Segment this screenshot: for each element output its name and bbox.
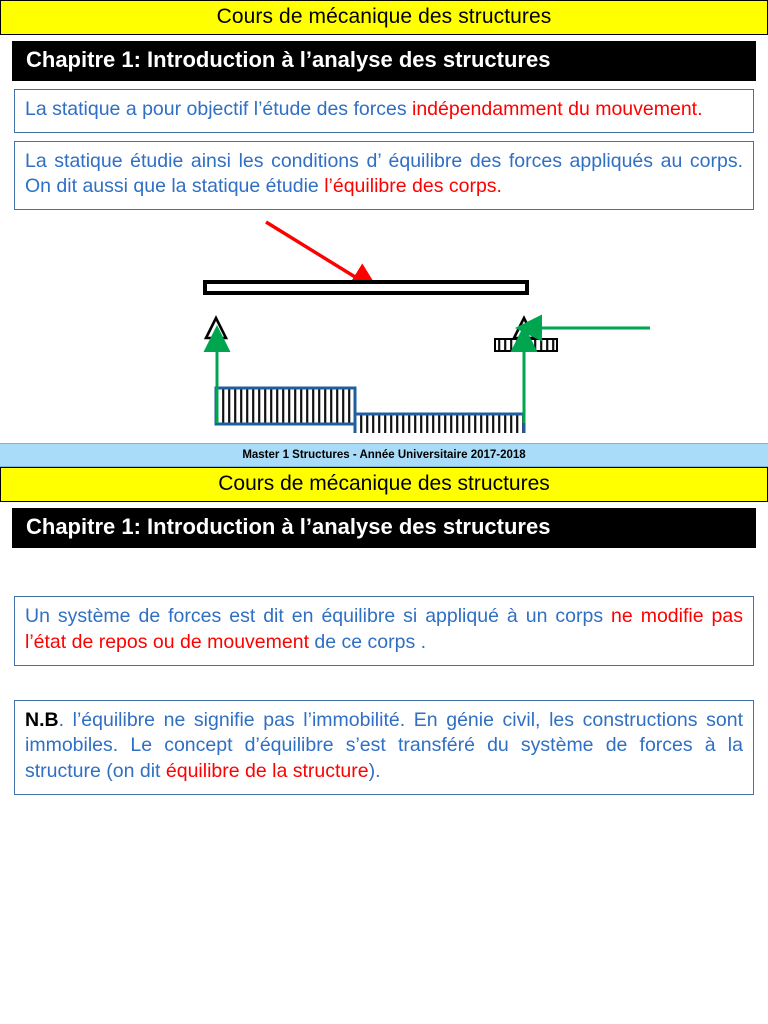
slide1-box2-text-2: l’équilibre des corps <box>324 175 497 198</box>
slide1-box1-text-2: indépendamment du mouvement. <box>412 98 703 120</box>
slide2-banner-title: Cours de mécanique des structures <box>0 467 768 502</box>
slide2-chapter-title: Chapitre 1: Introduction à l’analyse des structures <box>12 508 756 548</box>
slide2-definition-box-1 <box>14 596 754 665</box>
slide-1 <box>0 0 768 433</box>
slide-separator <box>0 433 768 443</box>
footer-course-info: Master 1 Structures - Année Universitaire 2017-2018 <box>0 443 768 467</box>
pin-support-icon <box>206 318 226 338</box>
slide1-banner-title: Cours de mécanique des structures <box>0 0 768 35</box>
slide1-box2-text-1: La statique étudie ainsi les conditions d’ équilibre des forces appliqués au corps. On dit aussi que la statique étudie <box>25 149 743 198</box>
beam-diagram <box>0 218 768 433</box>
pointer-arrow-icon <box>266 222 360 280</box>
slide1-definition-box-2 <box>14 141 754 210</box>
slide2-box1-text-2: ne modifie pas l’état de repos ou de mouvement <box>25 605 743 653</box>
slide1-box2-text-3: . <box>496 175 502 198</box>
beam-element <box>205 282 527 293</box>
slide2-note-text-3: ). <box>368 760 381 783</box>
slide1-definition-box-1 <box>14 89 754 133</box>
beam-diagram-svg <box>0 218 768 433</box>
slide2-box1-text-1: Un système de forces est dit en équilibre si appliqué à un corps <box>25 605 612 628</box>
roller-support-icon <box>514 318 534 338</box>
support-ground-hatching <box>495 339 557 351</box>
slide1-chapter-title: Chapitre 1: Introduction à l’analyse des structures <box>12 41 756 81</box>
slide2-top-spacer <box>0 548 768 588</box>
slide2-box1-text-3: de ce corps . <box>309 630 427 653</box>
distributed-load-right <box>355 414 524 433</box>
distributed-load-left <box>216 388 355 424</box>
slide2-note-label: N.B <box>25 708 59 731</box>
slide2-note-text-1: . l’équilibre ne signifie pas l’immobilité. En génie civil, les constructions sont immobiles. Le concept d’équilibre s’est transféré du système de forces à la structure (on dit <box>25 708 743 783</box>
slide2-note-box <box>14 700 754 795</box>
slide-2 <box>0 467 768 795</box>
slide1-box1-text-1: La statique a pour objectif l’étude des forces <box>25 98 412 120</box>
slide2-note-text-2: équilibre de la structure <box>165 760 369 783</box>
slide2-mid-spacer <box>0 666 768 692</box>
